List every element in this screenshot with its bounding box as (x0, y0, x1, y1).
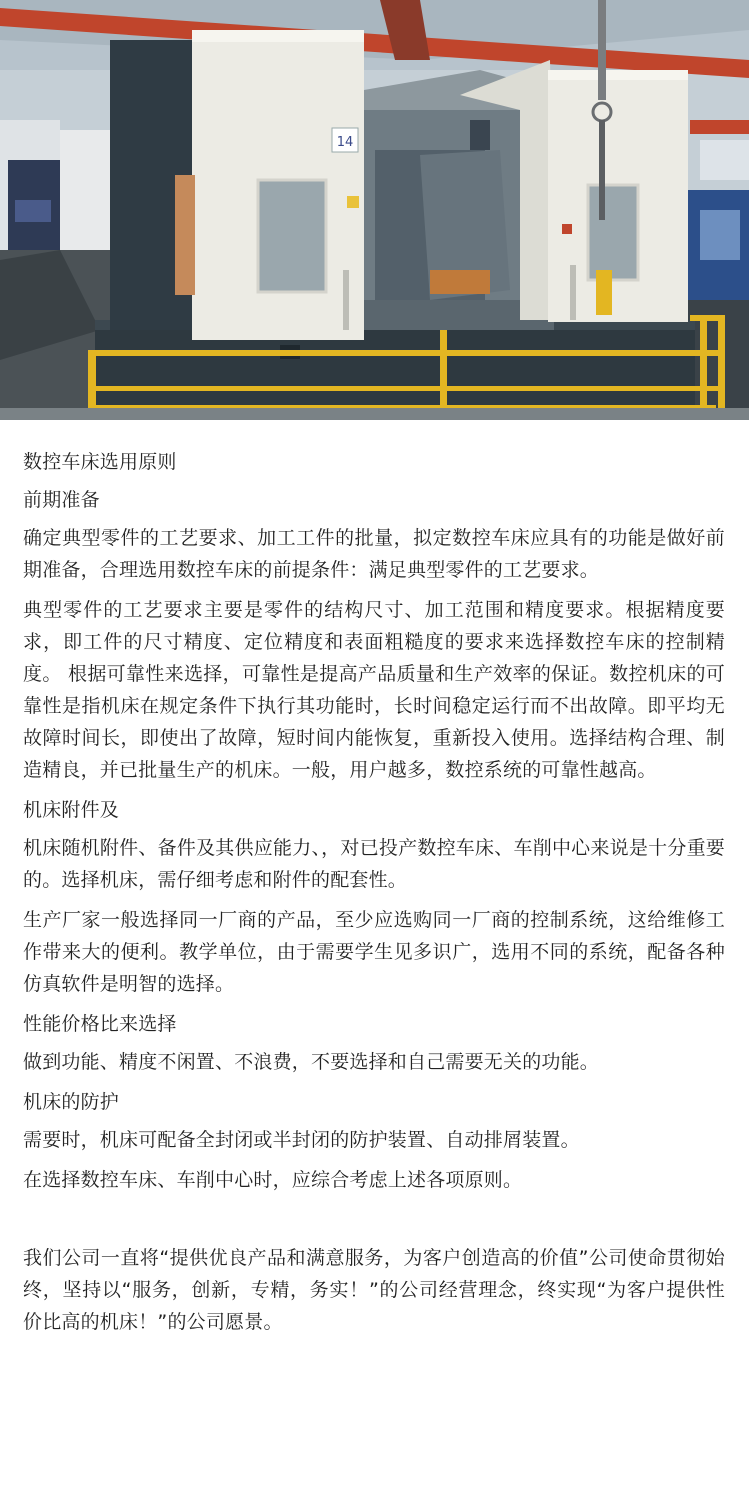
paragraph: 需要时，机床可配备全封闭或半封闭的防护装置、自动排屑装置。 (23, 1129, 580, 1151)
article (23, 446, 725, 1346)
paragraph: 机床随机附件、备件及其供应能力、，对已投产数控车床、车削中心来说是十分重要的。选择机床，需仔细考虑和附件的配套性。 (23, 837, 725, 891)
section-heading: 前期准备 (23, 489, 100, 511)
section-heading: 数控车床选用原则 (23, 451, 177, 473)
machine-photo (0, 0, 749, 420)
paragraph: 做到功能、精度不闲置、不浪费，不要选择和自己需要无关的功能。 (23, 1051, 600, 1073)
article-body (23, 446, 725, 1196)
paragraph: 典型零件的工艺要求主要是零件的结构尺寸、加工范围和精度要求。根据精度要求，即工件的尺寸精度、定位精度和表面粗糙度的要求来选择数控车床的控制精度。 根据可靠性来选择，可靠性是提高产品质量和生产效率的保证。数控机床的可靠性是指机床在规定条件下执行其功能时，长时间稳定运行而不出故障。即平均无故障时间长，即使出了故障，短时间内能恢复，重新投入使用。选择结构合理、制造精良，并已批量生产的机床。一般，用户越多，数控系统的可靠性越高。 (23, 599, 725, 781)
section-heading: 性能价格比来选择 (23, 1013, 177, 1035)
section-heading: 机床的防护 (23, 1091, 120, 1113)
paragraph: 生产厂家一般选择同一厂商的产品，至少应选购同一厂商的控制系统，这给维修工作带来大的便利。教学单位，由于需要学生见多识广，选用不同的系统，配备各种仿真软件是明智的选择。 (23, 909, 725, 995)
closing-paragraph: 我们公司一直将“提供优良产品和满意服务，为客户创造高的价值”公司使命贯彻始终，坚持以“服务，创新，专精，务实！”的公司经营理念，终实现“为客户提供性价比高的机床！”的公司愿景。 (23, 1247, 725, 1333)
paragraph: 确定典型零件的工艺要求、加工工件的批量，拟定数控车床应具有的功能是做好前期准备，合理选用数控车床的前提条件：满足典型零件的工艺要求。 (23, 527, 725, 581)
machine-number: 14 (336, 135, 354, 150)
machine-illustration (0, 0, 749, 420)
paragraph: 在选择数控车床、车削中心时，应综合考虑上述各项原则。 (23, 1169, 523, 1191)
section-heading: 机床附件及 (23, 799, 120, 821)
